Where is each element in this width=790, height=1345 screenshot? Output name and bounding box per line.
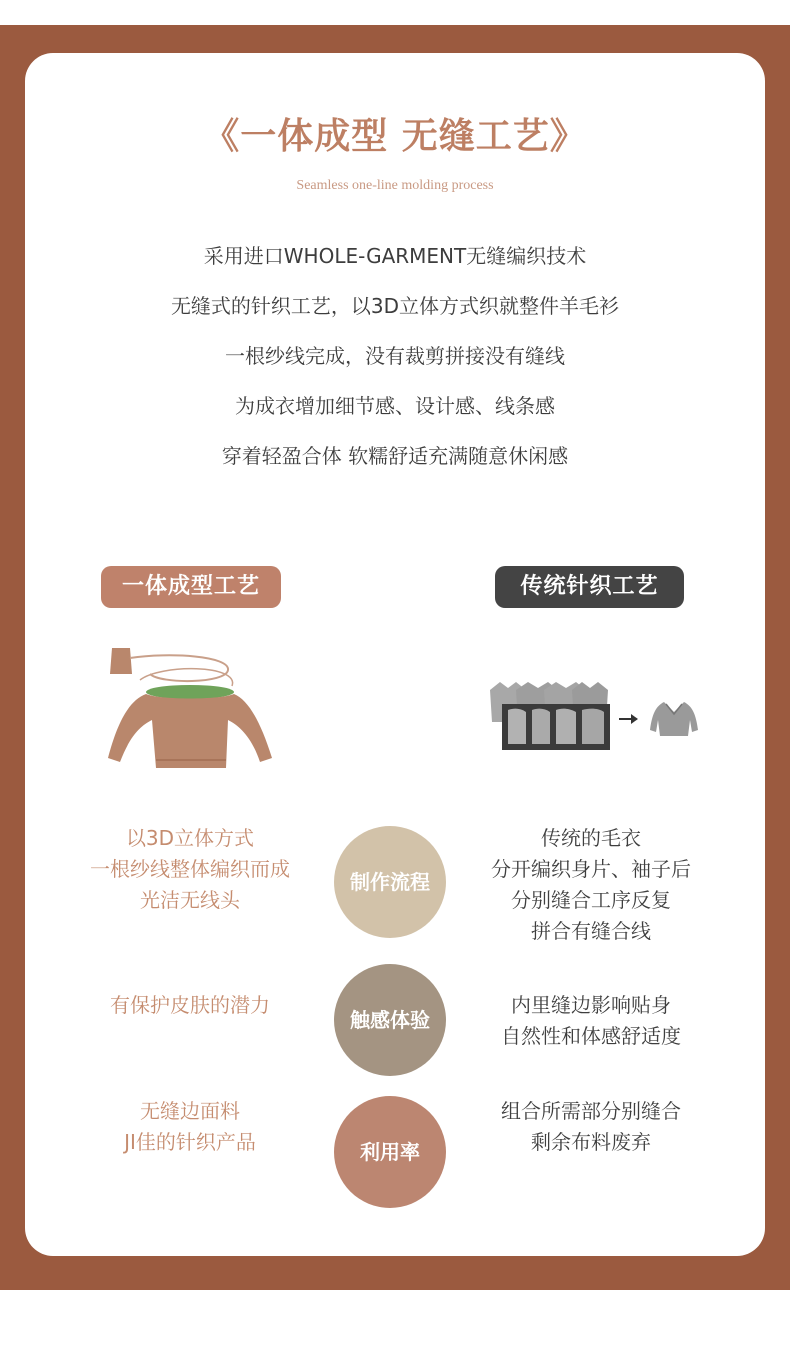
list-item: 一根纱线整体编织而成: [90, 857, 290, 881]
list-item: 光洁无线头: [140, 888, 240, 912]
list-item: JI佳的针织产品: [124, 1130, 256, 1154]
list-item: 分别缝合工序反复: [511, 888, 671, 912]
row-2-traditional-text: [466, 990, 716, 1052]
sweater-yarn-illustration-icon: [100, 640, 280, 775]
intro-line: 采用进口WHOLE-GARMENT无缝编织技术: [203, 244, 587, 268]
category-touch-experience: 触感体验: [334, 964, 446, 1076]
list-item: 组合所需部分别缝合: [501, 1099, 681, 1123]
row-1-seamless-text: [65, 823, 315, 916]
list-item: 自然性和体感舒适度: [501, 1024, 681, 1048]
intro-line: 为成衣增加细节感、设计感、线条感: [235, 394, 555, 418]
category-utilization-rate: 利用率: [334, 1096, 446, 1208]
arrow-right-icon: [618, 712, 640, 726]
page-subtitle: Seamless one-line molding process: [296, 178, 494, 193]
page-title: 《一体成型 无缝工艺》: [203, 116, 587, 157]
list-item: 以3D立体方式: [125, 826, 255, 850]
list-item: 剩余布料废弃: [531, 1130, 651, 1154]
row-2-seamless-text: [65, 990, 315, 1021]
list-item: 拼合有缝合线: [531, 919, 651, 943]
list-item: 无缝边面料: [140, 1099, 240, 1123]
list-item: 有保护皮肤的潜力: [110, 993, 270, 1017]
list-item: 传统的毛衣: [541, 826, 641, 850]
list-item: 内里缝边影响贴身: [511, 993, 671, 1017]
intro-line: 穿着轻盈合体 软糯舒适充满随意休闲感: [221, 444, 569, 468]
intro-line: 一根纱线完成，没有裁剪拼接没有缝线: [225, 344, 565, 368]
category-production-process: 制作流程: [334, 826, 446, 938]
row-3-traditional-text: [466, 1096, 716, 1158]
traditional-process-label: 传统针织工艺: [495, 566, 684, 608]
intro-text: [0, 238, 790, 488]
row-1-traditional-text: [466, 823, 716, 947]
seamless-process-label: 一体成型工艺: [101, 566, 281, 608]
list-item: 分开编织身片、袖子后: [491, 857, 691, 881]
assembled-sweater-icon: [648, 700, 700, 738]
row-3-seamless-text: [65, 1096, 315, 1158]
intro-line: 无缝式的针织工艺，以3D立体方式织就整件羊毛衫: [170, 294, 620, 318]
